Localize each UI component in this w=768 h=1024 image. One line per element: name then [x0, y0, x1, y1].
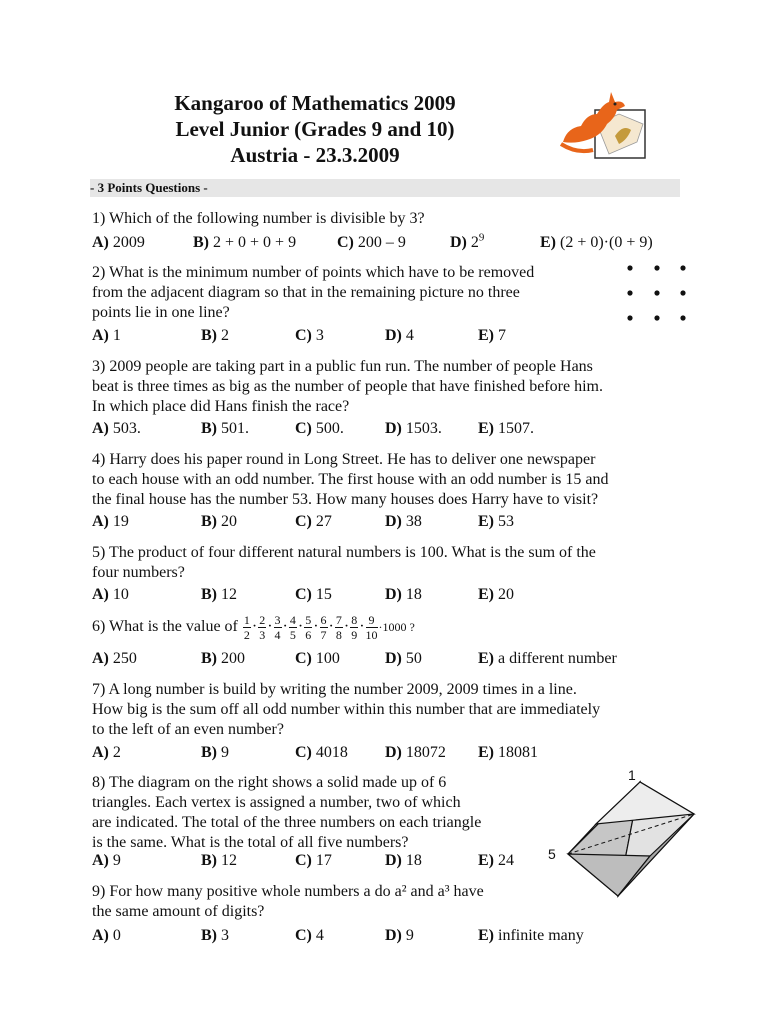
- fraction: $\frac{6}{7}$: [320, 612, 327, 642]
- answer-option: D) 18072: [385, 744, 446, 761]
- question-line: to each house with an odd number. The first house with an odd number is 15 and: [92, 471, 609, 488]
- question-line: points lie in one line?: [92, 304, 230, 321]
- answer-option: E) 53: [478, 513, 514, 530]
- answer-option: D) 1503.: [385, 420, 442, 437]
- fraction: $\frac{2}{3}$: [259, 612, 266, 642]
- question-8-text: [92, 773, 481, 853]
- answer-option: D) 9: [385, 927, 414, 944]
- fraction: $\frac{8}{9}$: [351, 612, 358, 642]
- answer-option: C) 27: [295, 513, 332, 530]
- answer-option: A) 1: [92, 327, 121, 344]
- answer-option: A) 0: [92, 927, 121, 944]
- answer-option: D) $2^9$: [450, 231, 485, 251]
- answer-option: A) 503.: [92, 420, 141, 437]
- grid-point: [627, 315, 632, 320]
- grid-point: [654, 315, 659, 320]
- question-line: How big is the sum off all odd number within this number that are immediately: [92, 701, 601, 718]
- answer-option: D) 18: [385, 586, 422, 603]
- header-date: Austria - 23.3.2009: [230, 143, 400, 167]
- question-line: to the left of an even number?: [92, 721, 284, 738]
- kangaroo-logo-icon: [557, 84, 651, 162]
- answer-option: B) 9: [201, 744, 229, 761]
- grid-point: [654, 265, 659, 270]
- answer-option: A) 2: [92, 744, 121, 761]
- answer-option: E) 1507.: [478, 420, 534, 437]
- question-line: 5) The product of four different natural numbers is 100. What is the sum of the: [92, 544, 596, 561]
- grid-point: [627, 290, 632, 295]
- answer-option: B) 501.: [201, 420, 249, 437]
- question-line: 1) Which of the following number is divisible by 3?: [92, 210, 425, 227]
- answer-option: A) 19: [92, 513, 129, 530]
- answer-option: E) 7: [478, 327, 506, 344]
- section-title: - 3 Points Questions -: [90, 180, 208, 195]
- grid-point: [680, 315, 685, 320]
- answer-option: D) 50: [385, 650, 422, 667]
- answer-option: E) 18081: [478, 744, 538, 761]
- question-1-text: [92, 209, 425, 229]
- answer-option: E) 20: [478, 586, 514, 603]
- fraction: $\frac{7}{8}$: [335, 612, 342, 642]
- grid-points: [627, 265, 685, 320]
- answer-option: C) 100: [295, 650, 340, 667]
- question-line: 2) What is the minimum number of points which have to be removed: [92, 264, 535, 281]
- answer-option: D) 38: [385, 513, 422, 530]
- question-line: 4) Harry does his paper round in Long Street. He has to deliver one newspaper: [92, 451, 596, 468]
- fraction: $\frac{5}{6}$: [305, 612, 312, 642]
- answer-option: C) 4: [295, 927, 324, 944]
- answer-option: A) 9: [92, 852, 121, 869]
- question-4-text: [92, 450, 609, 510]
- vertex-label-left: 5: [548, 846, 556, 862]
- answer-option: B) 12: [201, 586, 237, 603]
- answer-option: C) 15: [295, 586, 332, 603]
- answer-option: C) 4018: [295, 744, 348, 761]
- answer-option: B) 2: [201, 327, 229, 344]
- question-9-text: [92, 882, 484, 922]
- question-line: 3) 2009 people are taking part in a public fun run. The number of people Hans: [92, 358, 593, 375]
- grid-point: [627, 265, 632, 270]
- answer-option: E) 24: [478, 852, 514, 869]
- answer-option: E) (2 + 0)·(0 + 9): [540, 234, 653, 251]
- answer-option: B) 3: [201, 927, 229, 944]
- grid-point: [680, 290, 685, 295]
- answer-option: A) 10: [92, 586, 129, 603]
- question-line: beat is three times as big as the number of people that have finished before him.: [92, 378, 603, 395]
- question-line: 6) What is the value of: [92, 618, 238, 635]
- header-level: Level Junior (Grades 9 and 10): [175, 117, 455, 141]
- answer-option: D) 18: [385, 852, 422, 869]
- question-line: the final house has the number 53. How many houses does Harry have to visit?: [92, 491, 599, 508]
- question-line: the same amount of digits?: [92, 903, 265, 920]
- question-line: is the same. What is the total of all five numbers?: [92, 834, 409, 851]
- answer-option: A) 250: [92, 650, 137, 667]
- question-line: four numbers?: [92, 564, 185, 581]
- vertex-label-top: 1: [628, 767, 636, 783]
- bipyramid-solid-diagram: [540, 768, 700, 908]
- answer-option: B) 200: [201, 650, 245, 667]
- header-title: Kangaroo of Mathematics 2009: [174, 91, 456, 115]
- question-line: are indicated. The total of the three numbers on each triangle: [92, 814, 482, 831]
- question-2-text: [92, 263, 534, 323]
- exam-header: [120, 90, 510, 168]
- fraction: $\frac{3}{4}$: [274, 612, 281, 642]
- dot-grid-diagram: [620, 260, 695, 326]
- answer-option: C) 3: [295, 327, 324, 344]
- expression-tail: ·1000 ?: [378, 620, 415, 634]
- answer-option: D) 4: [385, 327, 414, 344]
- grid-point: [680, 265, 685, 270]
- answer-option: E) a different number: [478, 650, 617, 667]
- question-line: triangles. Each vertex is assigned a number, two of which: [92, 794, 461, 811]
- question-line: In which place did Hans finish the race?: [92, 398, 350, 415]
- fraction: $\frac{9}{10}$: [365, 612, 378, 642]
- answer-option: C) 17: [295, 852, 332, 869]
- question-7-text: [92, 680, 600, 740]
- question-line: 8) The diagram on the right shows a solid made up of 6: [92, 774, 447, 791]
- fraction: $\frac{1}{2}$: [243, 612, 250, 642]
- question-5-text: [92, 543, 596, 583]
- answer-option: A) 2009: [92, 234, 145, 251]
- question-line: from the adjacent diagram so that in the remaining picture no three: [92, 284, 520, 301]
- answer-option: C) 200 – 9: [337, 234, 406, 251]
- question-line: 7) A long number is build by writing the number 2009, 2009 times in a line.: [92, 681, 577, 698]
- question-3-text: [92, 357, 603, 417]
- answer-option: B) 12: [201, 852, 237, 869]
- answer-option: B) 2 + 0 + 0 + 9: [193, 234, 297, 251]
- question-6-text: 6) What is the value of $\frac{1}{2}$ · $\frac{2}{3}$ · $\frac{3}{4}$ · $\frac{4}{5}$ · $\frac{5}{6}$ · $\frac{6}{7}$ · $\frac{7}{8}$ · $\frac{8}{9}$ · $\frac{9}{10}$ ·1000 ?: [92, 612, 415, 642]
- answer-option: C) 500.: [295, 420, 344, 437]
- grid-point: [654, 290, 659, 295]
- answer-option: E) infinite many: [478, 927, 584, 944]
- question-line: 9) For how many positive whole numbers a do a² and a³ have: [92, 883, 484, 900]
- fraction: $\frac{4}{5}$: [289, 612, 296, 642]
- answer-option: B) 20: [201, 513, 237, 530]
